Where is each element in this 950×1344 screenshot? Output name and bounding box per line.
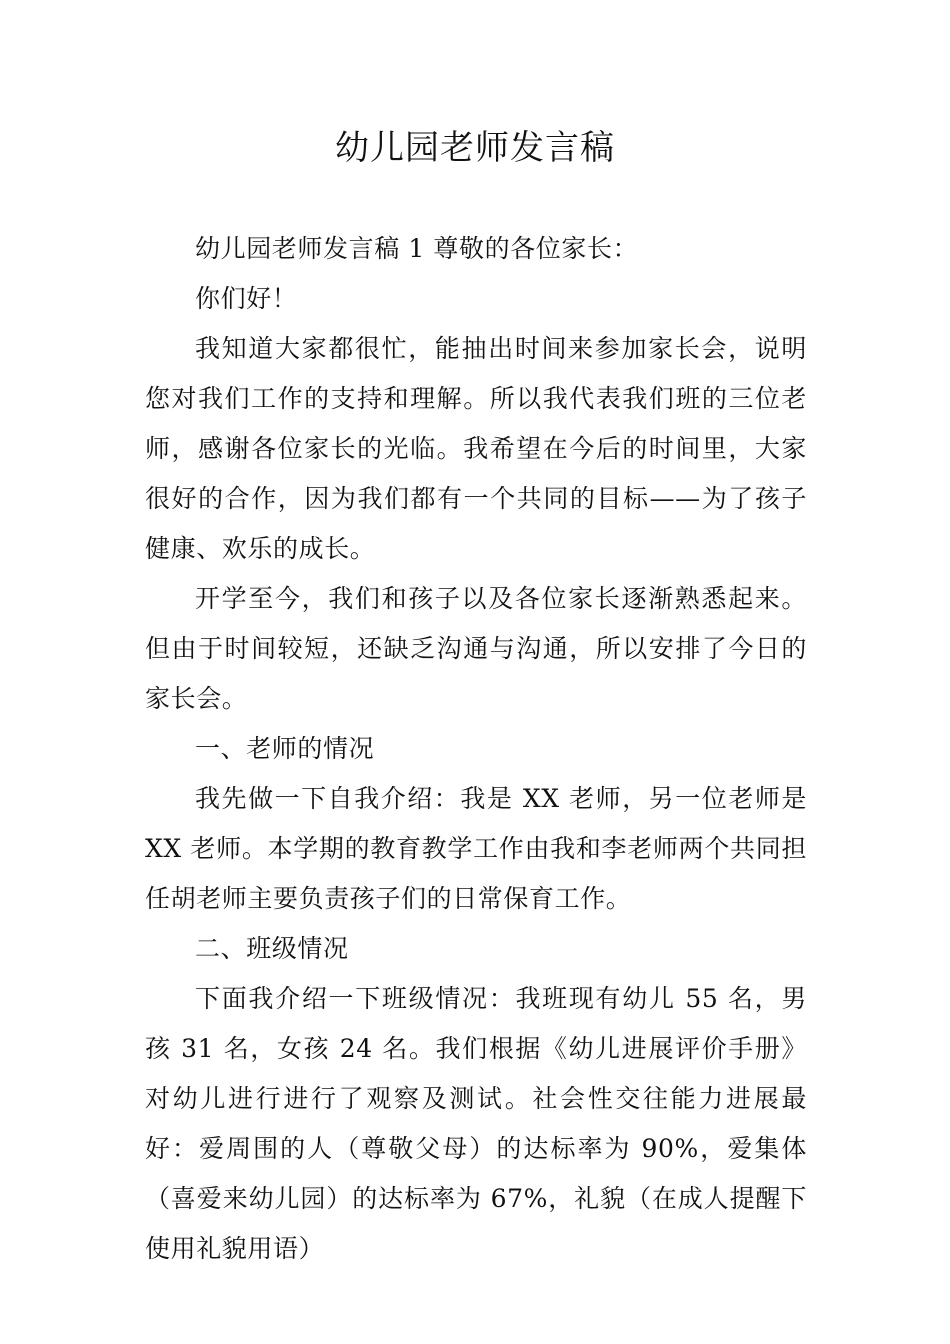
paragraph-class-info: 下面我介绍一下班级情况：我班现有幼儿 55 名，男孩 31 名，女孩 24 名。我们根据《幼儿进展评价手册》对幼儿进行进行了观察及测试。社会性交往能力进展最好：爱周围的人（尊敬父母）的达标率为 90%，爱集体（喜爱来幼儿园）的达标率为 67%，礼貌（在成人提醒下使用礼貌用语） — [145, 984, 807, 1263]
document-body — [145, 224, 807, 1274]
section-heading-class: 二、班级情况 — [195, 934, 349, 963]
paragraph-thanks: 我知道大家都很忙，能抽出时间来参加家长会，说明您对我们工作的支持和理解。所以我代表我们班的三位老师，感谢各位家长的光临。我希望在今后的时间里，大家很好的合作，因为我们都有一个共同的目标——为了孩子健康、欢乐的成长。 — [145, 334, 807, 563]
paragraph-greeting: 幼儿园老师发言稿 1 尊敬的各位家长： — [195, 234, 639, 263]
paragraph-hello: 你们好！ — [195, 284, 298, 313]
paragraph-meeting-purpose: 开学至今，我们和孩子以及各位家长逐渐熟悉起来。但由于时间较短，还缺乏沟通与沟通，所以安排了今日的家长会。 — [145, 584, 807, 713]
paragraph-teacher-intro: 我先做一下自我介绍：我是 XX 老师，另一位老师是 XX 老师。本学期的教育教学工作由我和李老师两个共同担任胡老师主要负责孩子们的日常保育工作。 — [145, 784, 807, 913]
section-heading-teachers: 一、老师的情况 — [195, 734, 375, 763]
page-title: 幼儿园老师发言稿 — [335, 128, 615, 168]
